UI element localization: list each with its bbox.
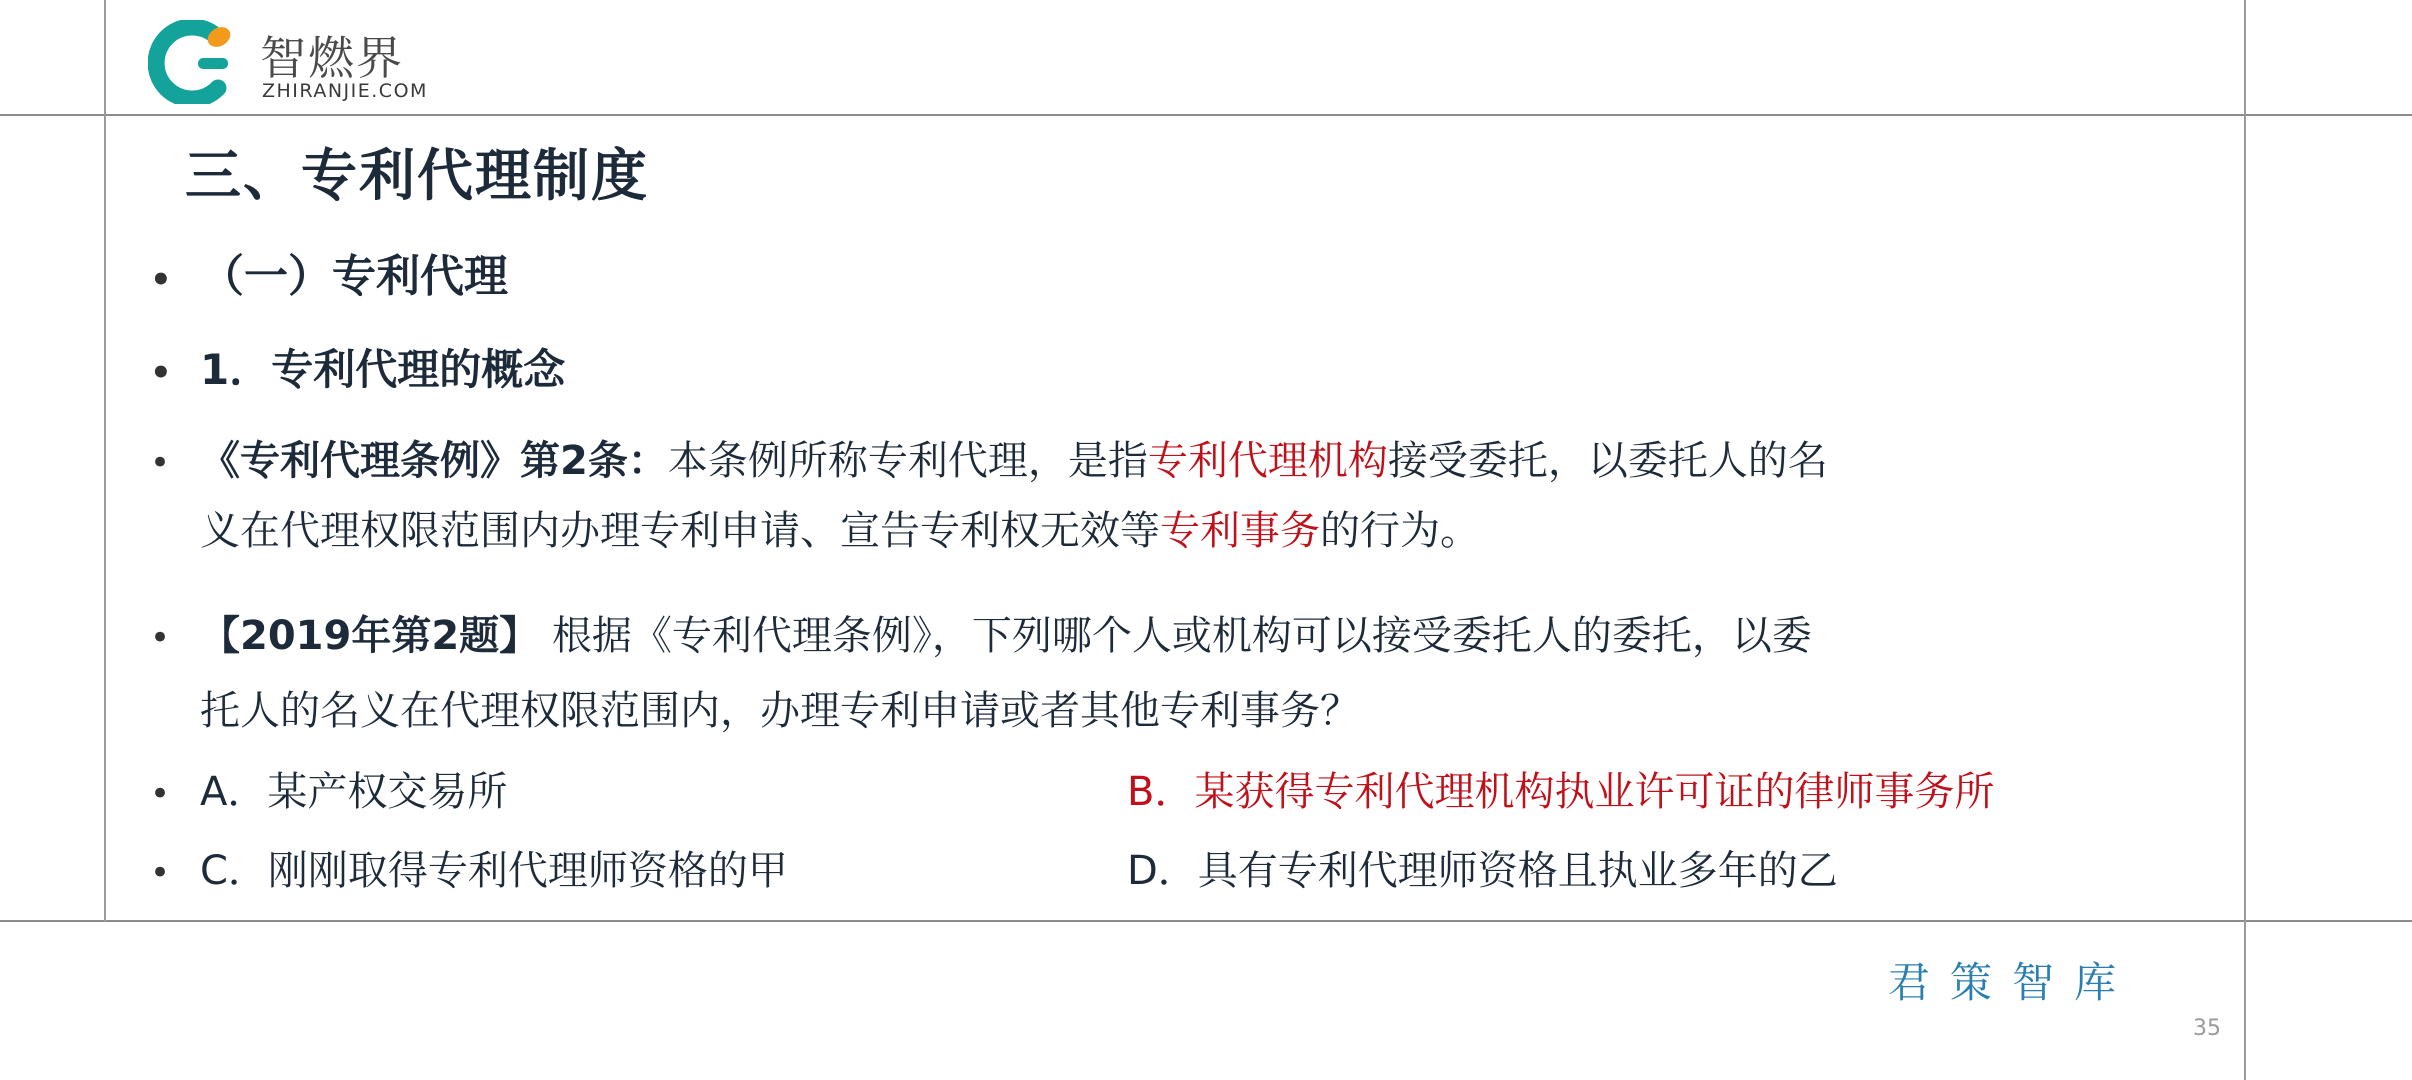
question-text: 根据《专利代理条例》，下列哪个人或机构可以接受委托人的委托，以委 xyxy=(539,613,1812,659)
logo-mark-icon xyxy=(148,20,240,104)
question-line-2 xyxy=(150,674,1360,748)
article-text: 本条例所称专利代理，是指 xyxy=(667,438,1148,484)
option-a xyxy=(150,755,507,831)
option-c-text: C．刚刚取得专利代理师资格的甲 xyxy=(200,848,788,894)
article-citation: 《专利代理条例》第2条： xyxy=(200,438,668,484)
article-paragraph-line-1 xyxy=(150,424,1828,500)
logo xyxy=(148,16,468,108)
footer-divider xyxy=(0,920,2412,922)
option-d-text: D．具有专利代理师资格且执业多年的乙 xyxy=(1127,848,1838,894)
bullet-dot: • xyxy=(150,443,171,483)
question-text: 托人的名义在代理权限范围内，办理专利申请或者其他专利事务？ xyxy=(200,688,1360,734)
question-tag: 【2019年第2题】 xyxy=(200,613,540,659)
option-a-text: A．某产权交易所 xyxy=(200,769,508,815)
bullet-dot: • xyxy=(150,774,171,814)
subsection-heading xyxy=(150,333,565,410)
right-frame-line xyxy=(2244,0,2246,1080)
bullet-dot: • xyxy=(150,853,171,893)
option-c xyxy=(150,834,788,910)
option-b xyxy=(1127,755,1994,829)
bullet-dot: • xyxy=(150,618,171,658)
page-number: 35 xyxy=(2193,1016,2221,1041)
header-divider xyxy=(0,114,2412,116)
option-b-text: B．某获得专利代理机构执业许可证的律师事务所 xyxy=(1127,769,1995,815)
article-paragraph-line-2 xyxy=(150,494,1480,568)
article-highlight: 专利代理机构 xyxy=(1147,438,1388,484)
footer-brand: 君策智库 xyxy=(1888,958,2137,1007)
article-text: 接受委托，以委托人的名 xyxy=(1387,438,1828,484)
slide-title: 三、专利代理制度 xyxy=(185,144,649,209)
left-frame-line xyxy=(104,0,106,922)
option-d xyxy=(1127,834,1838,908)
subsection-heading-text: 1．专利代理的概念 xyxy=(200,345,566,394)
logo-name-en: ZHIRANJIE.COM xyxy=(262,80,428,102)
question-line-1 xyxy=(150,599,1812,675)
logo-name-cn: 智燃界 xyxy=(260,31,404,85)
section-heading-text: （一）专利代理 xyxy=(200,251,508,302)
bullet-dot: • xyxy=(150,260,172,300)
article-text: 义在代理权限范围内办理专利申请、宣告专利权无效等 xyxy=(200,508,1160,554)
section-heading xyxy=(150,240,508,317)
bullet-dot: • xyxy=(150,353,172,393)
article-text: 的行为。 xyxy=(1320,508,1480,554)
article-highlight: 专利事务 xyxy=(1160,508,1320,554)
